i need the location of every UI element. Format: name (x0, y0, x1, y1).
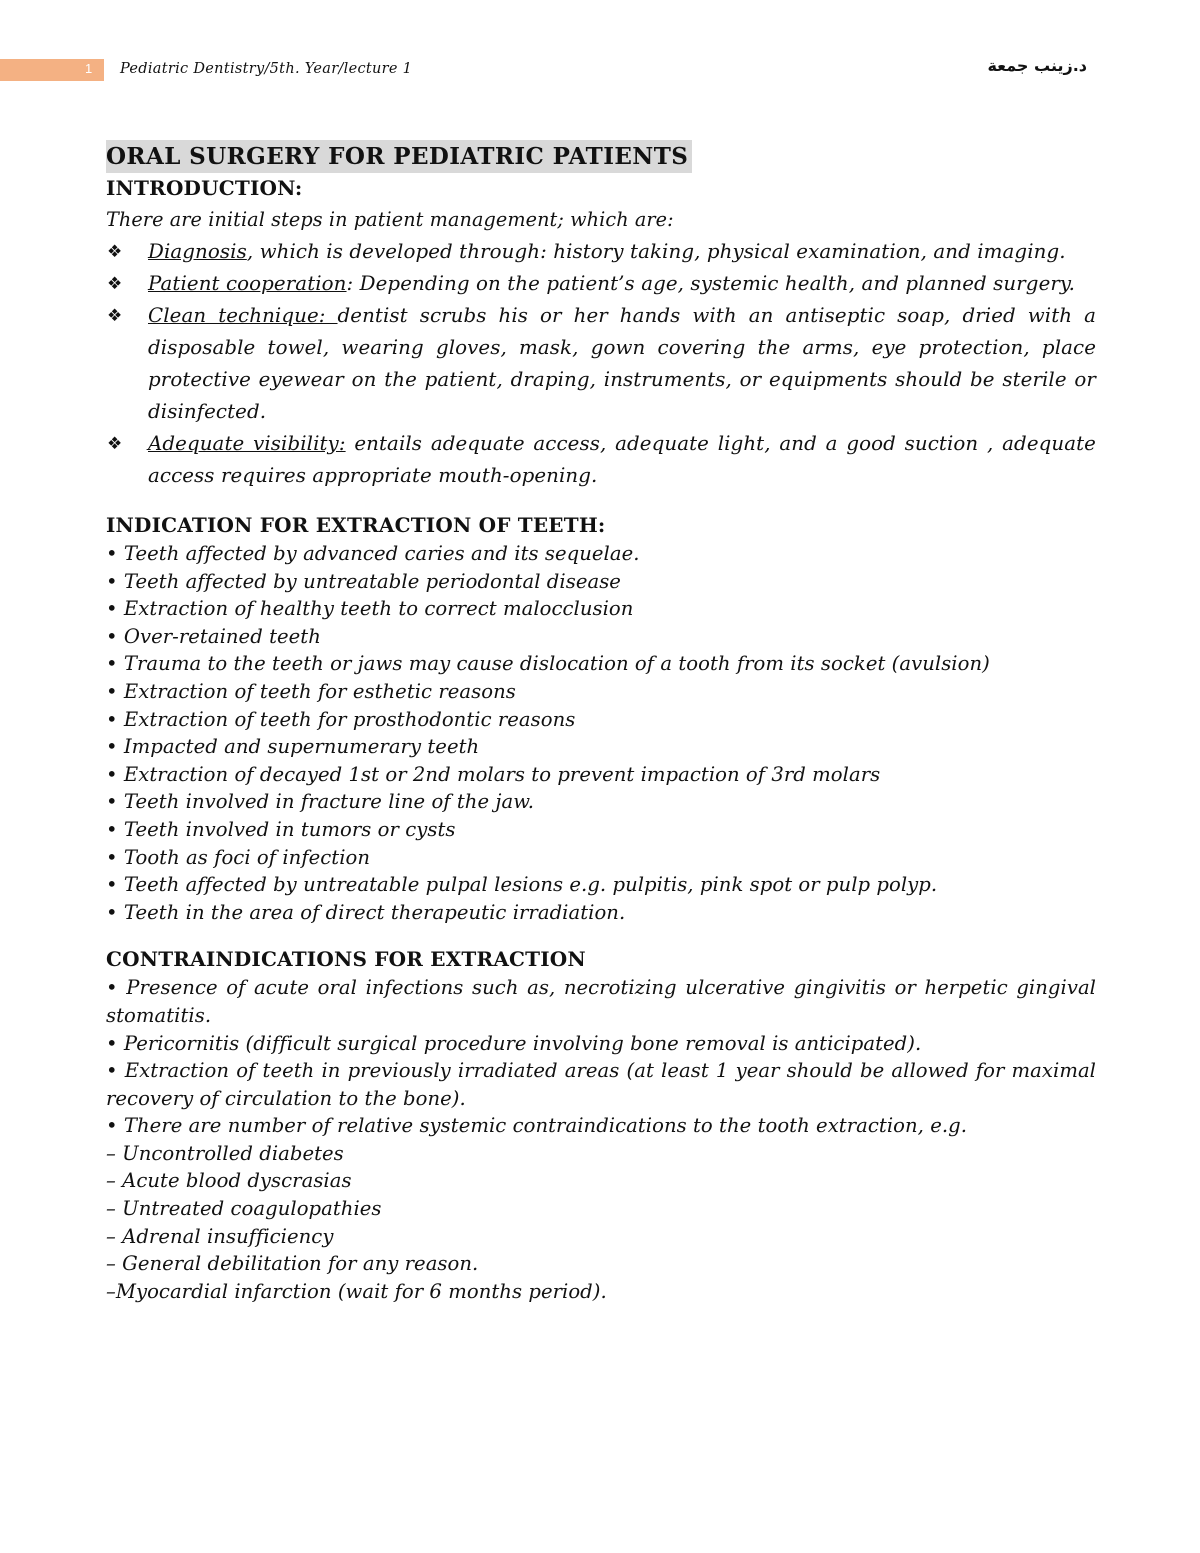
list-item: • Extraction of healthy teeth to correct malocclusion (106, 597, 634, 621)
indications-heading: INDICATION FOR EXTRACTION OF TEETH: (106, 513, 606, 537)
list-item: • Over-retained teeth (106, 624, 321, 648)
list-item: • Trauma to the teeth or jaws may cause dislocation of a tooth from its socket (avulsion) (106, 652, 990, 676)
list-item: • Teeth affected by advanced caries and its sequelae. (106, 542, 640, 565)
introduction-list (106, 236, 1096, 492)
list-item: • Presence of acute oral infections such as, necrotizing ulcerative gingivitis or herpetic gingival stomatitis. (106, 976, 1096, 1027)
diamond-bullet-icon: ❖ (107, 306, 123, 326)
list-item: • Extraction of decayed 1st or 2nd molars to prevent impaction of 3rd molars (106, 762, 881, 786)
diamond-bullet-icon: ❖ (107, 434, 123, 454)
list-item: –Myocardial infarction (wait for 6 months period). (106, 1279, 607, 1303)
header-course: Pediatric Dentistry/5th. Year/lecture 1 (120, 61, 413, 77)
item-text: , which is developed through: history taking, physical examination, and imaging. (246, 240, 1066, 263)
item-text: : Depending on the patient’s age, systemic health, and planned surgery. (346, 272, 1075, 295)
list-item (106, 428, 1096, 492)
item-text: entails adequate access, adequate light, and a good suction , adequate access requires appropriate mouth-opening. (148, 432, 1096, 487)
list-item (106, 236, 1096, 268)
list-item: – Adrenal insufficiency (106, 1224, 334, 1248)
list-item: • Teeth affected by untreatable pulpal lesions e.g. pulpitis, pink spot or pulp polyp. (106, 873, 938, 897)
list-item: • Teeth involved in fracture line of the jaw. (106, 790, 535, 814)
list-item: • Teeth in the area of direct therapeutic irradiation. (106, 900, 626, 924)
contraindications-list (106, 974, 1096, 1140)
list-item: • There are number of relative systemic contraindications to the tooth extraction, e.g. (106, 1114, 968, 1138)
item-term: Clean technique: (148, 304, 338, 327)
list-item (106, 268, 1096, 300)
list-item: • Tooth as foci of infection (106, 845, 371, 869)
header-author: د.زينب جمعة (987, 56, 1087, 75)
diamond-bullet-icon: ❖ (107, 274, 123, 294)
document-body (106, 140, 1096, 1305)
item-text: dentist scrubs his or her hands with an antiseptic soap, dried with a disposable towel, wearing gloves, mask, gown covering the arms, eye protection, place protective eyewear on the patient, draping, instruments, or equipments should be sterile or disinfected. (148, 304, 1096, 423)
list-item: • Teeth affected by untreatable periodontal disease (106, 569, 621, 593)
item-term: Diagnosis (148, 240, 247, 263)
list-item: • Teeth involved in tumors or cysts (106, 817, 456, 841)
list-item (106, 300, 1096, 428)
indications-list (106, 540, 1096, 926)
diamond-bullet-icon: ❖ (107, 242, 123, 262)
systemic-contraindications-list (106, 1140, 1096, 1306)
list-item: • Impacted and supernumerary teeth (106, 735, 480, 759)
list-item: • Extraction of teeth for prosthodontic reasons (106, 707, 576, 731)
list-item: • Extraction of teeth for esthetic reasons (106, 679, 516, 703)
document-title: ORAL SURGERY FOR PEDIATRIC PATIENTS (106, 140, 692, 173)
list-item: • Extraction of teeth in previously irradiated areas (at least 1 year should be allowed for maximal recovery of circulation to the bone). (106, 1059, 1096, 1110)
list-item: – Uncontrolled diabetes (106, 1141, 344, 1165)
list-item: – Acute blood dyscrasias (106, 1169, 352, 1193)
introduction-heading: INTRODUCTION: (106, 176, 303, 200)
item-term: Adequate visibility: (148, 432, 346, 455)
introduction-lead: There are initial steps in patient management; which are: (106, 208, 674, 231)
item-term: Patient cooperation (148, 272, 347, 295)
list-item: • Pericornitis (difficult surgical procedure involving bone removal is anticipated). (106, 1031, 922, 1055)
list-item: – General debilitation for any reason. (106, 1252, 479, 1276)
list-item: – Untreated coagulopathies (106, 1197, 382, 1221)
page-number: 1 (85, 61, 93, 76)
contraindications-heading: CONTRAINDICATIONS FOR EXTRACTION (106, 947, 586, 972)
